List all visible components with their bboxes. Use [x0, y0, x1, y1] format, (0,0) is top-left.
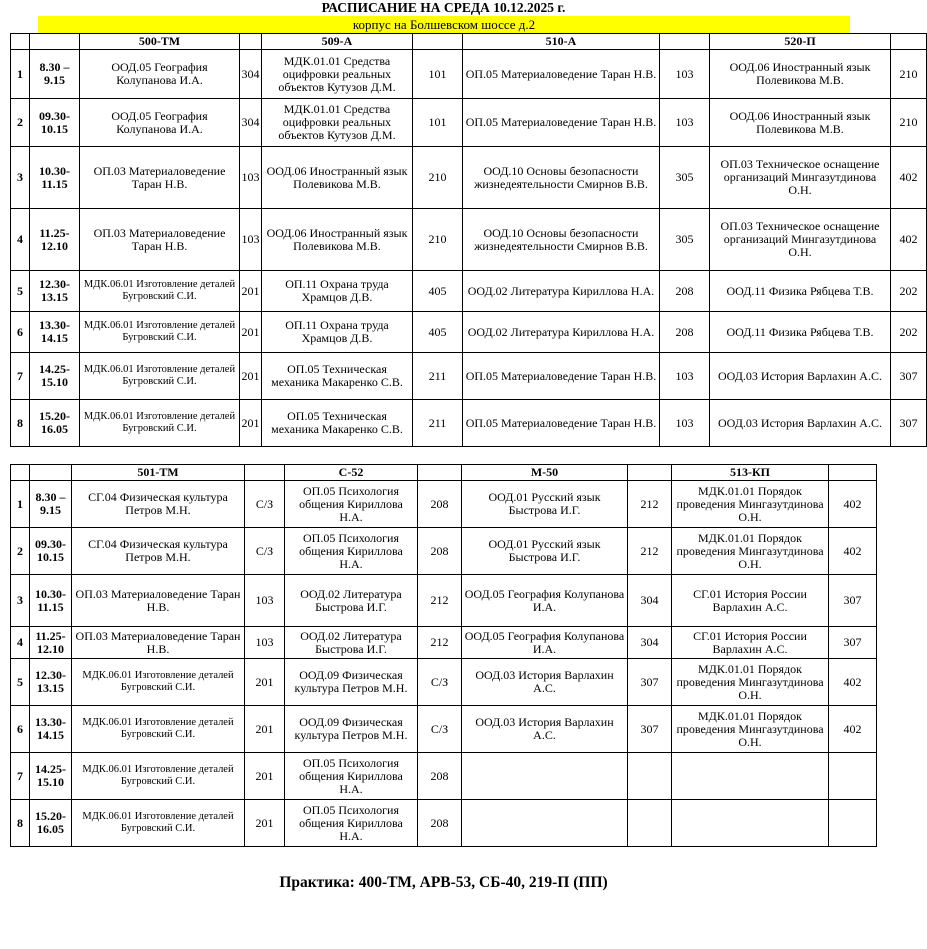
lesson-room: 101	[413, 50, 463, 99]
lesson-room: 405	[413, 312, 463, 353]
lesson-room: 402	[829, 659, 877, 706]
lesson-row	[11, 353, 927, 400]
practice-footer: Практика: 400-ТМ, АРВ-53, СБ-40, 219-П (ПП)	[279, 874, 608, 891]
lesson-time: 10.30-11.15	[30, 147, 80, 209]
lesson-subject: МДК.01.01 Средства оцифровки реальных объектов Кутузов Д.М.	[262, 99, 413, 147]
lesson-room: С/З	[245, 481, 285, 528]
lesson-subject: СГ.01 История России Варлахин А.С.	[672, 575, 829, 627]
header-room-blank	[660, 34, 710, 50]
lesson-subject: ООД.03 История Варлахин А.С.	[710, 400, 891, 447]
lesson-room: 101	[413, 99, 463, 147]
lesson-room: 103	[660, 99, 710, 147]
lesson-room: 402	[829, 528, 877, 575]
lesson-number: 5	[11, 271, 30, 312]
lesson-time: 09.30-10.15	[30, 528, 72, 575]
lesson-subject: ОП.05 Психология общения Кириллова Н.А.	[285, 528, 418, 575]
building-subtitle: корпус на Болшевском шоссе д.2	[38, 16, 850, 33]
lesson-room: 307	[891, 353, 927, 400]
lesson-subject: ОП.03 Материаловедение Таран Н.В.	[80, 147, 240, 209]
lesson-subject: ОП.11 Охрана труда Храмцов Д.В.	[262, 312, 413, 353]
lesson-room: 201	[240, 312, 262, 353]
lesson-room: 103	[660, 400, 710, 447]
lesson-row	[11, 312, 927, 353]
lesson-room: 212	[628, 481, 672, 528]
lesson-number: 2	[11, 528, 30, 575]
header-corner-num	[11, 34, 30, 50]
header-room-blank	[413, 34, 463, 50]
lesson-number: 6	[11, 706, 30, 753]
lesson-subject: ОП.05 Материаловедение Таран Н.В.	[463, 400, 660, 447]
lesson-subject: СГ.01 История России Варлахин А.С.	[672, 627, 829, 659]
group-name: 509-А	[262, 34, 413, 50]
lesson-row	[11, 528, 877, 575]
lesson-room: 210	[891, 99, 927, 147]
lesson-subject: ОП.03 Материаловедение Таран Н.В.	[72, 575, 245, 627]
lesson-room: 103	[660, 353, 710, 400]
lesson-row	[11, 706, 877, 753]
lesson-room	[628, 753, 672, 800]
lesson-number: 3	[11, 147, 30, 209]
header-corner-num	[11, 465, 30, 481]
lesson-time: 12.30-13.15	[30, 271, 80, 312]
schedule-table-2	[10, 464, 877, 847]
lesson-room: 307	[829, 575, 877, 627]
header-corner-time	[30, 465, 72, 481]
lesson-time: 8.30 – 9.15	[30, 50, 80, 99]
lesson-time: 10.30-11.15	[30, 575, 72, 627]
lesson-subject: ООД.09 Физическая культура Петров М.Н.	[285, 706, 418, 753]
lesson-subject: ОП.05 Материаловедение Таран Н.В.	[463, 50, 660, 99]
lesson-room: 103	[245, 575, 285, 627]
lesson-room: 201	[245, 706, 285, 753]
lesson-room: 304	[240, 99, 262, 147]
lesson-row	[11, 753, 877, 800]
lesson-room: 208	[418, 800, 462, 847]
lesson-number: 7	[11, 353, 30, 400]
lesson-number: 8	[11, 400, 30, 447]
lesson-subject: ООД.10 Основы безопасности жизнедеятельности Смирнов В.В.	[463, 209, 660, 271]
lesson-subject: ОП.05 Материаловедение Таран Н.В.	[463, 99, 660, 147]
lesson-room: 307	[628, 659, 672, 706]
lesson-row	[11, 800, 877, 847]
lesson-room: С/З	[418, 706, 462, 753]
lesson-subject: ООД.06 Иностранный язык Полевикова М.В.	[262, 147, 413, 209]
lesson-subject: МДК.06.01 Изготовление деталей Бугровский С.И.	[72, 706, 245, 753]
lesson-subject: ООД.02 Литература Кириллова Н.А.	[463, 271, 660, 312]
lesson-number: 4	[11, 627, 30, 659]
group-name: С-52	[285, 465, 418, 481]
lesson-subject: ОП.03 Материаловедение Таран Н.В.	[80, 209, 240, 271]
lesson-subject: ОП.05 Психология общения Кириллова Н.А.	[285, 481, 418, 528]
lesson-time: 12.30-13.15	[30, 659, 72, 706]
lesson-room: 304	[628, 575, 672, 627]
lesson-room: С/З	[245, 528, 285, 575]
header-room-blank	[418, 465, 462, 481]
lesson-subject: МДК.06.01 Изготовление деталей Бугровский С.И.	[72, 800, 245, 847]
lesson-number: 5	[11, 659, 30, 706]
lesson-room: 103	[245, 627, 285, 659]
lesson-number: 4	[11, 209, 30, 271]
lesson-subject: МДК.01.01 Порядок проведения Мингазутдинова О.Н.	[672, 481, 829, 528]
lesson-room: 201	[245, 800, 285, 847]
group-header-row	[11, 34, 927, 50]
lesson-subject: ОП.03 Техническое оснащение организаций Мингазутдинова О.Н.	[710, 209, 891, 271]
lesson-subject: ООД.03 История Варлахин А.С.	[462, 659, 628, 706]
lesson-time: 11.25-12.10	[30, 627, 72, 659]
lesson-subject: ООД.09 Физическая культура Петров М.Н.	[285, 659, 418, 706]
lesson-subject	[462, 753, 628, 800]
lesson-room: 201	[240, 271, 262, 312]
lesson-subject: МДК.06.01 Изготовление деталей Бугровский С.И.	[80, 312, 240, 353]
lesson-room: 103	[240, 147, 262, 209]
lesson-subject: МДК.06.01 Изготовление деталей Бугровский С.И.	[72, 753, 245, 800]
schedule-body-2	[11, 465, 877, 847]
lesson-subject: СГ.04 Физическая культура Петров М.Н.	[72, 528, 245, 575]
lesson-room: С/З	[418, 659, 462, 706]
lesson-subject: МДК.06.01 Изготовление деталей Бугровский С.И.	[80, 353, 240, 400]
lesson-room: 202	[891, 312, 927, 353]
header-room-blank	[891, 34, 927, 50]
lesson-subject: МДК.06.01 Изготовление деталей Бугровский С.И.	[80, 271, 240, 312]
lesson-subject: СГ.04 Физическая культура Петров М.Н.	[72, 481, 245, 528]
lesson-subject: ООД.11 Физика Рябцева Т.В.	[710, 271, 891, 312]
lesson-subject: ОП.05 Психология общения Кириллова Н.А.	[285, 800, 418, 847]
lesson-room: 211	[413, 400, 463, 447]
lesson-subject: ООД.05 География Колупанова И.А.	[80, 50, 240, 99]
lesson-number: 8	[11, 800, 30, 847]
lesson-number: 3	[11, 575, 30, 627]
lesson-room: 208	[418, 528, 462, 575]
lesson-time: 15.20-16.05	[30, 400, 80, 447]
lesson-room: 210	[891, 50, 927, 99]
lesson-room: 402	[829, 481, 877, 528]
lesson-room: 405	[413, 271, 463, 312]
lesson-room: 103	[240, 209, 262, 271]
header-room-blank	[245, 465, 285, 481]
lesson-time: 14.25-15.10	[30, 353, 80, 400]
lesson-subject: МДК.01.01 Порядок проведения Мингазутдинова О.Н.	[672, 706, 829, 753]
lesson-subject: ОП.11 Охрана труда Храмцов Д.В.	[262, 271, 413, 312]
lesson-room: 208	[660, 312, 710, 353]
lesson-room: 304	[628, 627, 672, 659]
lesson-subject: МДК.01.01 Средства оцифровки реальных объектов Кутузов Д.М.	[262, 50, 413, 99]
schedule-body-1	[11, 34, 927, 447]
lesson-room: 103	[660, 50, 710, 99]
lesson-room: 208	[418, 753, 462, 800]
lesson-subject: ООД.06 Иностранный язык Полевикова М.В.	[710, 50, 891, 99]
lesson-room: 402	[829, 706, 877, 753]
lesson-subject: ООД.06 Иностранный язык Полевикова М.В.	[710, 99, 891, 147]
lesson-row	[11, 627, 877, 659]
lesson-time: 13.30-14.15	[30, 706, 72, 753]
lesson-subject: ООД.02 Литература Быстрова И.Г.	[285, 627, 418, 659]
lesson-subject: ООД.01 Русский язык Быстрова И.Г.	[462, 528, 628, 575]
lesson-time: 13.30-14.15	[30, 312, 80, 353]
lesson-row	[11, 271, 927, 312]
lesson-time: 15.20-16.05	[30, 800, 72, 847]
lesson-row	[11, 50, 927, 99]
lesson-room: 208	[660, 271, 710, 312]
lesson-subject: ООД.05 География Колупанова И.А.	[80, 99, 240, 147]
lesson-subject: ООД.02 Литература Кириллова Н.А.	[463, 312, 660, 353]
lesson-room: 201	[245, 659, 285, 706]
lesson-room: 307	[829, 627, 877, 659]
lesson-room: 210	[413, 209, 463, 271]
lesson-subject	[462, 800, 628, 847]
lesson-number: 1	[11, 481, 30, 528]
lesson-time: 14.25-15.10	[30, 753, 72, 800]
lesson-room: 201	[240, 400, 262, 447]
lesson-room: 307	[891, 400, 927, 447]
group-name: 513-КП	[672, 465, 829, 481]
lesson-room: 402	[891, 209, 927, 271]
lesson-room	[628, 800, 672, 847]
page-title: РАСПИСАНИЕ НА СРЕДА 10.12.2025 г.	[321, 0, 566, 15]
lesson-room: 201	[245, 753, 285, 800]
lesson-subject: МДК.01.01 Порядок проведения Мингазутдинова О.Н.	[672, 528, 829, 575]
header-room-blank	[829, 465, 877, 481]
group-name: 520-П	[710, 34, 891, 50]
lesson-subject: ООД.02 Литература Быстрова И.Г.	[285, 575, 418, 627]
lesson-room: 402	[891, 147, 927, 209]
lesson-subject: ОП.05 Техническая механика Макаренко С.В.	[262, 353, 413, 400]
lesson-subject: МДК.06.01 Изготовление деталей Бугровский С.И.	[72, 659, 245, 706]
group-name: 501-ТМ	[72, 465, 245, 481]
lesson-subject: ООД.05 География Колупанова И.А.	[462, 627, 628, 659]
lesson-subject: ОП.03 Техническое оснащение организаций Мингазутдинова О.Н.	[710, 147, 891, 209]
lesson-subject: ООД.11 Физика Рябцева Т.В.	[710, 312, 891, 353]
lesson-room: 304	[240, 50, 262, 99]
lesson-row	[11, 400, 927, 447]
lesson-room: 201	[240, 353, 262, 400]
lesson-subject: ОП.05 Техническая механика Макаренко С.В.	[262, 400, 413, 447]
header-room-blank	[240, 34, 262, 50]
lesson-number: 7	[11, 753, 30, 800]
lesson-subject	[672, 800, 829, 847]
lesson-row	[11, 481, 877, 528]
lesson-room: 305	[660, 209, 710, 271]
lesson-room: 307	[628, 706, 672, 753]
header-room-blank	[628, 465, 672, 481]
group-header-row	[11, 465, 877, 481]
lesson-room: 212	[418, 575, 462, 627]
group-name: 510-А	[463, 34, 660, 50]
lesson-number: 1	[11, 50, 30, 99]
lesson-row	[11, 99, 927, 147]
lesson-row	[11, 147, 927, 209]
lesson-subject: ООД.03 История Варлахин А.С.	[462, 706, 628, 753]
lesson-room: 212	[418, 627, 462, 659]
lesson-subject: ОП.03 Материаловедение Таран Н.В.	[72, 627, 245, 659]
lesson-number: 6	[11, 312, 30, 353]
lesson-time: 8.30 – 9.15	[30, 481, 72, 528]
lesson-row	[11, 209, 927, 271]
schedule-table-1	[10, 33, 927, 447]
lesson-room	[829, 800, 877, 847]
lesson-time: 11.25-12.10	[30, 209, 80, 271]
lesson-subject: ООД.05 География Колупанова И.А.	[462, 575, 628, 627]
lesson-subject: МДК.01.01 Порядок проведения Мингазутдинова О.Н.	[672, 659, 829, 706]
lesson-subject: МДК.06.01 Изготовление деталей Бугровский С.И.	[80, 400, 240, 447]
lesson-room: 208	[418, 481, 462, 528]
lesson-number: 2	[11, 99, 30, 147]
lesson-subject: ОП.05 Психология общения Кириллова Н.А.	[285, 753, 418, 800]
lesson-subject: ОП.05 Материаловедение Таран Н.В.	[463, 353, 660, 400]
lesson-room: 210	[413, 147, 463, 209]
lesson-time: 09.30-10.15	[30, 99, 80, 147]
lesson-room: 212	[628, 528, 672, 575]
header-corner-time	[30, 34, 80, 50]
lesson-room: 305	[660, 147, 710, 209]
lesson-row	[11, 659, 877, 706]
lesson-room: 202	[891, 271, 927, 312]
group-name: М-50	[462, 465, 628, 481]
lesson-subject: ООД.03 История Варлахин А.С.	[710, 353, 891, 400]
lesson-subject: ООД.10 Основы безопасности жизнедеятельности Смирнов В.В.	[463, 147, 660, 209]
lesson-row	[11, 575, 877, 627]
lesson-subject: ООД.06 Иностранный язык Полевикова М.В.	[262, 209, 413, 271]
lesson-room: 211	[413, 353, 463, 400]
lesson-subject: ООД.01 Русский язык Быстрова И.Г.	[462, 481, 628, 528]
group-name: 500-ТМ	[80, 34, 240, 50]
lesson-room	[829, 753, 877, 800]
lesson-subject	[672, 753, 829, 800]
